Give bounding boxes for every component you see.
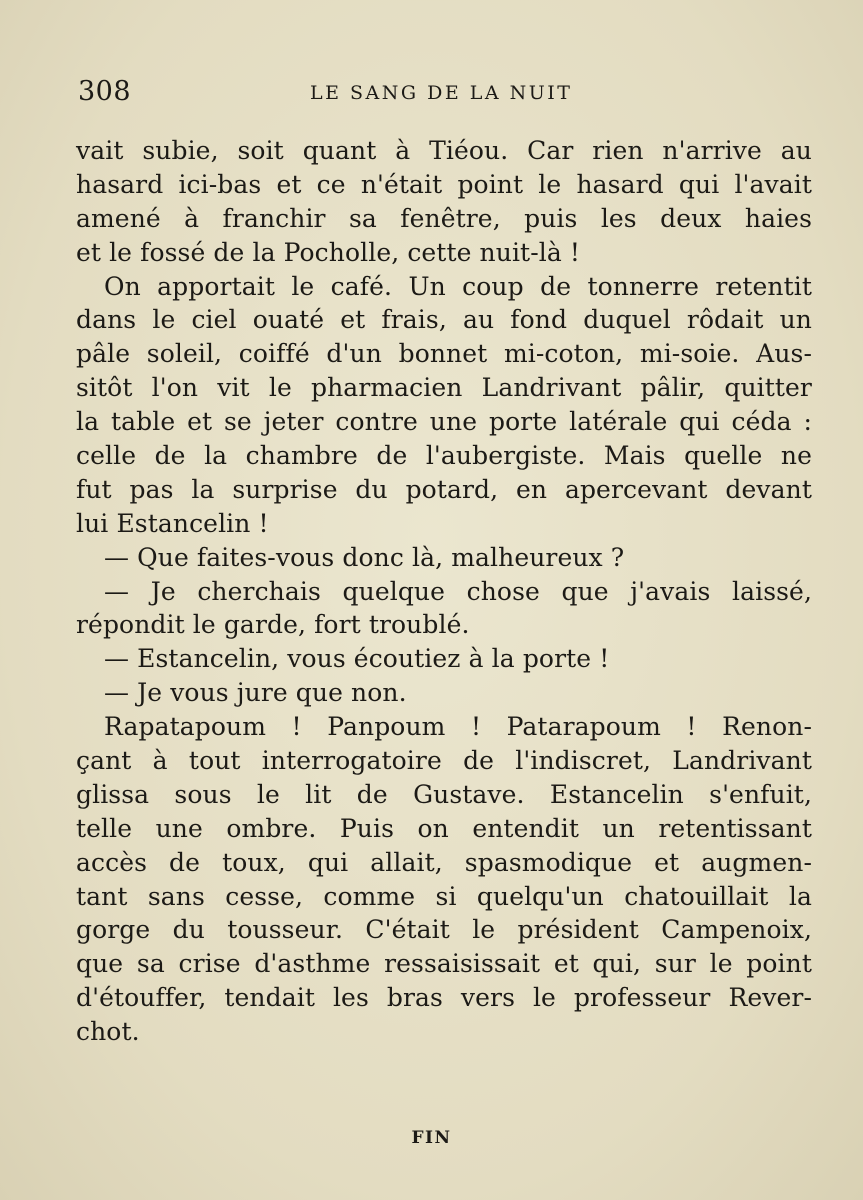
page-header bbox=[78, 76, 808, 112]
text-line: lui Estancelin ! bbox=[76, 508, 269, 538]
text-line: — Je vous jure que non. bbox=[104, 678, 407, 708]
text-line: vait subie, soit quant à Tiéou. Car rien n'arrive au bbox=[76, 136, 812, 165]
text-line: dans le ciel ouaté et frais, au fond duquel rôdait un bbox=[76, 305, 812, 335]
text-line: tant sans cesse, comme si quelqu'un chatouillait la bbox=[76, 881, 812, 911]
text-line: telle une ombre. Puis on entendit un retentissant bbox=[76, 813, 812, 843]
text-line: répondit le garde, fort troublé. bbox=[76, 610, 470, 640]
text-line: d'étouffer, tendait les bras vers le professeur Rever- bbox=[76, 983, 812, 1013]
text-line: — Que faites-vous donc là, malheureux ? bbox=[104, 542, 625, 572]
text-line: chot. bbox=[76, 1017, 140, 1047]
text-line: et le fossé de la Pocholle, cette nuit-là ! bbox=[76, 237, 581, 267]
text-line: que sa crise d'asthme ressaisissait et qui, sur le point bbox=[76, 949, 812, 979]
text-line: la table et se jeter contre une porte latérale qui céda : bbox=[76, 407, 812, 437]
text-line: hasard ici-bas et ce n'était point le hasard qui l'avait bbox=[76, 169, 812, 199]
text-line: fut pas la surprise du potard, en apercevant devant bbox=[76, 474, 812, 504]
text-line: pâle soleil, coiffé d'un bonnet mi-coton, mi-soie. Aus- bbox=[76, 339, 812, 369]
text-line: glissa sous le lit de Gustave. Estancelin s'enfuit, bbox=[76, 779, 812, 809]
text-line: gorge du tousseur. C'était le président Campenoix, bbox=[76, 915, 812, 945]
text-line: On apportait le café. Un coup de tonnerre retentit bbox=[104, 271, 812, 301]
text-line: Rapatapoum ! Panpoum ! Patarapoum ! Renon- bbox=[104, 712, 812, 742]
end-mark: FIN bbox=[411, 1128, 452, 1148]
text-line: — Estancelin, vous écoutiez à la porte ! bbox=[104, 644, 610, 674]
body-text bbox=[76, 134, 812, 1049]
text-line: — Je cherchais quelque chose que j'avais laissé, bbox=[104, 576, 812, 606]
text-line: accès de toux, qui allait, spasmodique et augmen- bbox=[76, 847, 812, 877]
page-number: 308 bbox=[78, 76, 132, 107]
text-line: sitôt l'on vit le pharmacien Landrivant pâlir, quitter bbox=[76, 373, 812, 403]
text-line: amené à franchir sa fenêtre, puis les deux haies bbox=[76, 203, 812, 233]
text-line: çant à tout interrogatoire de l'indiscret, Landrivant bbox=[76, 746, 812, 776]
running-title: LE SANG DE LA NUIT bbox=[310, 82, 573, 104]
text-line: celle de la chambre de l'aubergiste. Mais quelle ne bbox=[76, 441, 812, 471]
